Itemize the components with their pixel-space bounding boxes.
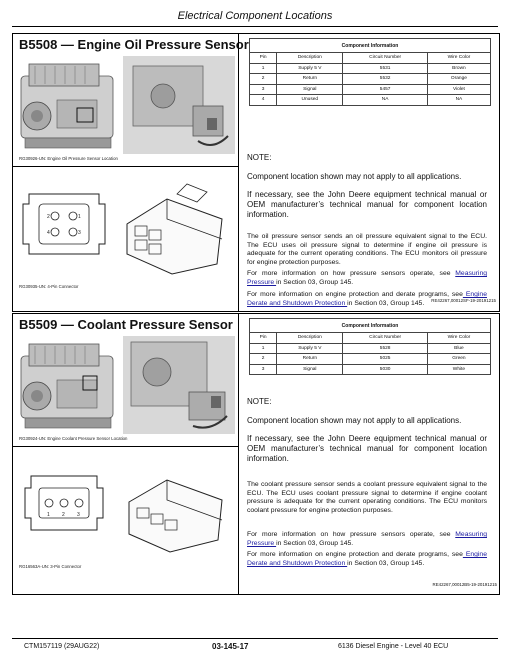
table-row	[250, 84, 491, 95]
more-info-text: in Section 03, Group 145.	[276, 278, 354, 286]
measuring-pressure-link[interactable]: Measuring Pressure	[247, 531, 487, 547]
more-info-text: For more information on how pressure sensors operate, see	[247, 531, 456, 538]
col-header-circuit: Circuit Number	[343, 53, 427, 64]
section-title: B5509 — Coolant Pressure Sensor	[19, 317, 233, 332]
cell-pin: 1	[250, 343, 277, 354]
component-info-table	[249, 38, 491, 106]
section-title: B5508 — Engine Oil Pressure Sensor	[19, 37, 249, 52]
more-info-text: For more information on engine protection and derate programs, see	[247, 291, 463, 298]
header-divider	[12, 26, 498, 27]
location-image-caption: RG30924-UN: Engine Coolant Pressure Sensor Location	[19, 436, 128, 441]
connector-drawing	[17, 174, 237, 282]
column-divider	[238, 314, 239, 594]
cell-circuit: 5531	[343, 63, 427, 74]
more-info-derate	[247, 551, 487, 568]
sensor-description: The coolant pressure sensor sends a coolant pressure equivalent signal to the ECU. The ECU uses coolant pressure signal to determine if engine coolant pressure is adequate for the current operating conditions. The ECU monitors coolant pressure for engine protection purposes.	[247, 481, 487, 514]
cell-description: Signal	[277, 84, 343, 95]
table-row	[250, 95, 491, 106]
cell-description: Supply 5 V	[277, 343, 343, 354]
connector-image-caption: RG30935-UN: 4-Pin Connector	[19, 284, 79, 289]
cell-pin: 2	[250, 354, 277, 365]
section-oil-pressure-sensor	[12, 33, 500, 312]
note-text-manual: If necessary, see the John Deere equipment technical manual or OEM manufacturer’s technical manual for component location information.	[247, 434, 487, 463]
col-header-circuit: Circuit Number	[343, 333, 427, 344]
connector-pin-labels	[47, 214, 81, 236]
more-info-text: in Section 03, Group 145.	[347, 559, 425, 567]
table-row	[250, 63, 491, 74]
cell-pin: 3	[250, 364, 277, 375]
note-label: NOTE:	[247, 397, 272, 406]
footer-manual-title: 6136 Diesel Engine - Level 40 ECU	[338, 643, 449, 650]
table-row	[250, 354, 491, 365]
cell-description: Return	[277, 74, 343, 85]
engine-location-image	[17, 56, 121, 154]
pin-label-3: 3	[78, 230, 81, 236]
more-info-text: in Section 03, Group 145.	[347, 299, 425, 307]
cell-pin: 1	[250, 63, 277, 74]
more-info-measuring	[247, 531, 487, 548]
cell-pin: 2	[250, 74, 277, 85]
footer-page-number: 03-145-17	[212, 642, 249, 651]
connector-image-caption: RG16563A-UN: 3-Pin Connector	[19, 564, 82, 569]
col-header-pin: Pin	[250, 53, 277, 64]
cell-circuit: 5030	[343, 364, 427, 375]
cell-description: Unused	[277, 95, 343, 106]
sensor-closeup-image	[123, 56, 235, 154]
more-info-text: For more information on engine protection and derate programs, see	[247, 551, 463, 558]
engine-location-image	[17, 336, 121, 434]
location-image-caption: RG30926-UN: Engine Oil Pressure Sensor Location	[19, 156, 118, 161]
cell-wire-color: NA	[427, 95, 490, 106]
note-text-location: Component location shown may not apply to all applications.	[247, 416, 462, 425]
pin-label-4: 4	[47, 230, 50, 236]
connector-drawing	[17, 454, 237, 562]
cell-wire-color: Brown	[427, 63, 490, 74]
engine-derate-link[interactable]: Engine Derate and Shutdown Protection	[247, 291, 487, 307]
section-coolant-pressure-sensor	[12, 313, 500, 595]
pin-label-1: 1	[47, 512, 50, 518]
cell-pin: 3	[250, 84, 277, 95]
col-header-description: Description	[277, 53, 343, 64]
sensor-closeup-image	[123, 336, 235, 434]
sensor-description: The oil pressure sensor sends an oil pressure equivalent signal to the ECU. The ECU uses oil pressure signal to determine if engine oil pressure is adequate for the current operating conditions. The ECU monitors oil pressure for engine protection purposes.	[247, 233, 487, 266]
cell-circuit: NA	[343, 95, 427, 106]
image-divider	[13, 446, 238, 447]
cell-circuit: 5025	[343, 354, 427, 365]
cell-wire-color: Violet	[427, 84, 490, 95]
cell-circuit: 5532	[343, 74, 427, 85]
cell-description: Return	[277, 354, 343, 365]
cell-wire-color: Green	[427, 354, 490, 365]
cell-wire-color: White	[427, 364, 490, 375]
note-text-manual: If necessary, see the John Deere equipment technical manual or OEM manufacturer’s technical manual for component location information.	[247, 190, 487, 219]
pin-label-2: 2	[62, 512, 65, 518]
cell-description: Signal	[277, 364, 343, 375]
table-row	[250, 364, 491, 375]
more-info-measuring	[247, 270, 487, 287]
col-header-wire-color: Wire Color	[427, 333, 490, 344]
pin-label-3: 3	[77, 512, 80, 518]
connector-pin-labels	[47, 512, 80, 518]
more-info-text: in Section 03, Group 145.	[276, 539, 354, 547]
table-title: Component Information	[250, 319, 491, 333]
cell-circuit: 5528	[343, 343, 427, 354]
reference-code: RE42267,00012B5-19-20191215	[432, 582, 497, 587]
pin-label-2: 2	[47, 214, 50, 220]
footer-doc-id: CTM157119 (29AUG22)	[24, 643, 100, 650]
note-text-location: Component location shown may not apply to all applications.	[247, 172, 462, 181]
page-header-title: Electrical Component Locations	[177, 10, 333, 22]
reference-code: RE42267,00012SF-19-20191215	[431, 298, 496, 303]
measuring-pressure-link[interactable]: Measuring Pressure	[247, 270, 487, 286]
cell-wire-color: Blue	[427, 343, 490, 354]
image-divider	[13, 166, 238, 167]
table-row	[250, 74, 491, 85]
cell-description: Supply 5 V	[277, 63, 343, 74]
column-divider	[238, 34, 239, 311]
col-header-pin: Pin	[250, 333, 277, 344]
pin-label-1: 1	[78, 214, 81, 220]
footer-divider	[12, 638, 498, 639]
table-row	[250, 343, 491, 354]
cell-circuit: 5457	[343, 84, 427, 95]
cell-pin: 4	[250, 95, 277, 106]
col-header-wire-color: Wire Color	[427, 53, 490, 64]
component-info-table	[249, 318, 491, 375]
table-title: Component Information	[250, 39, 491, 53]
more-info-text: For more information on how pressure sensors operate, see	[247, 270, 456, 277]
cell-wire-color: Orange	[427, 74, 490, 85]
note-label: NOTE:	[247, 153, 272, 162]
col-header-description: Description	[277, 333, 343, 344]
engine-derate-link[interactable]: Engine Derate and Shutdown Protection	[247, 551, 487, 567]
